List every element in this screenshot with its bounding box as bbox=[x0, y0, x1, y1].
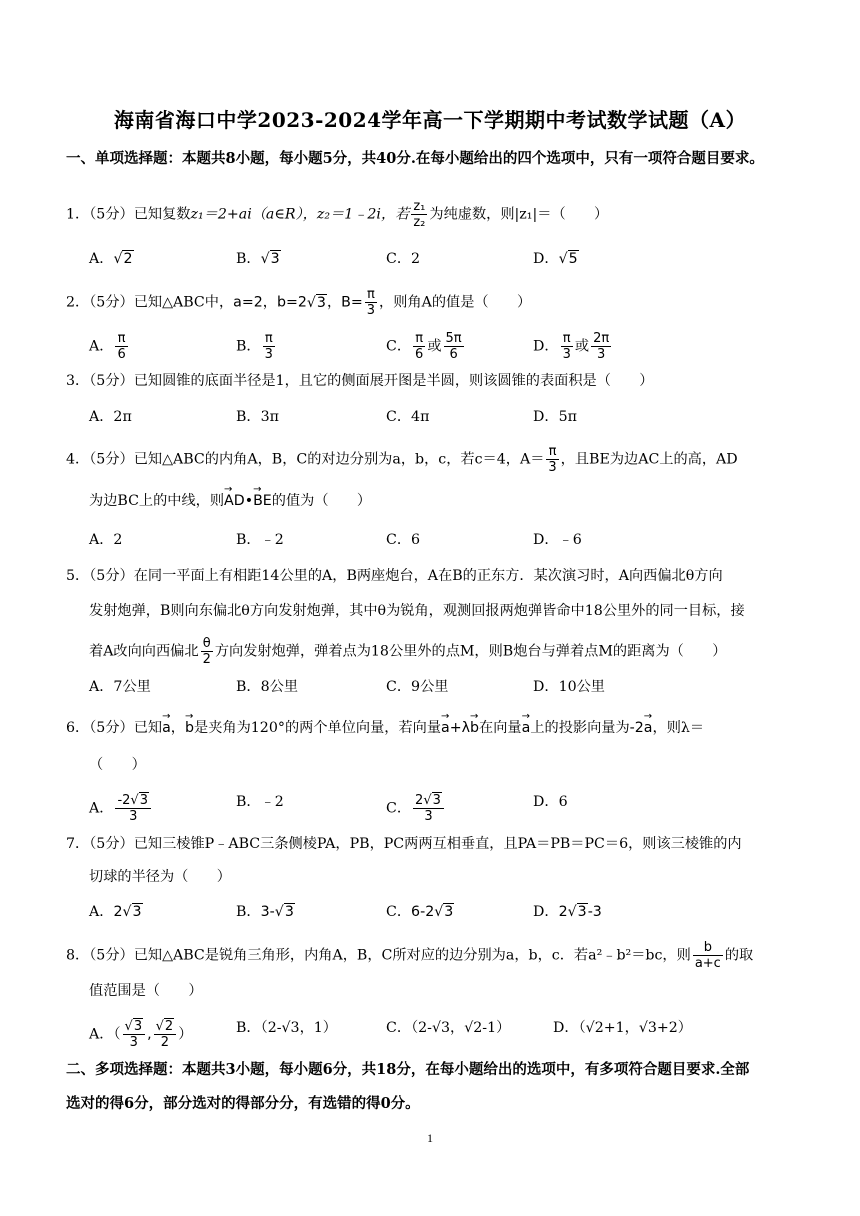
q4-option-b: B．﹣2 bbox=[236, 532, 284, 548]
question-7-line-1: 7．（5分）已知三棱锥P﹣ABC三条侧棱PA，PB，PC两两互相垂直，且PA＝PB＝PC＝6，则该三棱锥的内 bbox=[66, 836, 742, 852]
question-8: 8．（5分）已知△ABC是锐角三角形，内角A，B，C所对应的边分别为a，b，c．若a²﹣b²＝bc，则 $\frac{b}{a+c}$ 的取 bbox=[66, 940, 754, 971]
q7-option-b: B．3-√3 bbox=[236, 904, 294, 920]
q5-option-d: D．10公里 bbox=[533, 679, 605, 695]
q1-option-b: B．√3 bbox=[236, 251, 280, 267]
q2-option-a: A． $\frac{\pi}{6}$ bbox=[89, 331, 126, 362]
question-6: 6．（5分）已知→ a，→ b是夹角为120°的两个单位向量，若向量→ a+λ→ b在向量→ a上的投影向量为-2→ a，则λ＝ bbox=[66, 719, 704, 737]
q5-option-c: C．9公里 bbox=[386, 679, 449, 695]
question-5-line-1: 5．（5分）在同一平面上有相距14公里的A，B两座炮台，A在B的正东方．某次演习时，A向西偏北θ方向 bbox=[66, 568, 723, 584]
q6-option-d: D．6 bbox=[533, 794, 568, 810]
question-3: 3．（5分）已知圆锥的底面半径是1，且它的侧面展开图是半圆，则该圆锥的表面积是（ ） bbox=[66, 373, 654, 389]
q2-option-b: B． $\frac{\pi}{3}$ bbox=[236, 331, 273, 362]
question-5-line-2: 发射炮弹，B则向东偏北θ方向发射炮弹，其中θ为锐角，观测回报两炮弹皆命中18公里外的同一目标，接 bbox=[89, 603, 745, 619]
q3-option-c: C．4π bbox=[386, 409, 430, 425]
q4-option-a: A．2 bbox=[89, 532, 123, 548]
q2-option-c: C． $\frac{\pi}{6}$ 或 $\frac{5\pi}{6}$ bbox=[386, 331, 462, 362]
q4-option-d: D．﹣6 bbox=[533, 532, 582, 548]
q5-option-a: A．7公里 bbox=[89, 679, 151, 695]
q2-option-d: D． $\frac{\pi}{3}$ 或 $\frac{2\pi}{3}$ bbox=[533, 331, 610, 362]
q8-option-a: A．（ $\frac{√3}{3}$ , $\frac{√2}{2}$ ） bbox=[89, 1019, 193, 1050]
q6-option-c: C． $\frac{2√3}{3}$ bbox=[386, 793, 446, 824]
q8-option-c: C．（2-√3，√2-1） bbox=[386, 1020, 511, 1036]
section-2-heading-line-1: 二、多项选择题：本题共3小题，每小题6分，共18分，在每小题给出的选项中，有多项符合题目要求.全部 bbox=[66, 1061, 750, 1078]
q3-option-d: D．5π bbox=[533, 409, 577, 425]
q4-option-c: C．6 bbox=[386, 532, 421, 548]
q8-option-b: B．（2-√3，1） bbox=[236, 1020, 337, 1036]
q5-option-b: B．8公里 bbox=[236, 679, 299, 695]
question-8-line-2: 值范围是（ ） bbox=[89, 983, 203, 999]
q6-option-b: B．﹣2 bbox=[236, 794, 284, 810]
question-4: 4．（5分）已知△ABC的内角A，B，C的对边分别为a，b，c，若c＝4，A＝ $\frac{\pi}{3}$ ，且BE为边AC上的高，AD bbox=[66, 444, 738, 475]
q1-option-c: C．2 bbox=[386, 251, 421, 267]
q1-option-a: A．√2 bbox=[89, 251, 133, 267]
question-6-line-2: （ ） bbox=[89, 757, 146, 773]
q7-option-c: C．6-2√3 bbox=[386, 904, 454, 920]
question-7-line-2: 切球的半径为（ ） bbox=[89, 869, 231, 885]
question-4-line-2: 为边BC上的中线，则→ AD•→ BE的值为（ ） bbox=[89, 492, 371, 510]
q3-option-b: B．3π bbox=[236, 409, 279, 425]
question-2: 2．（5分）已知△ABC中，a=2，b=2√3，B= $\frac{\pi}{3}$ ，则角A的值是（ ） bbox=[66, 287, 532, 318]
section-1-heading: 一、单项选择题：本题共8小题，每小题5分，共40分.在每小题给出的四个选项中，只有一项符合题目要求。 bbox=[66, 150, 764, 167]
page-number: 1 bbox=[427, 1131, 433, 1145]
question-1: 1．（5分）已知复数z₁＝2+ai（a∈R），z₂＝1﹣2i，若 $\frac{\text{z₁}}{\text{z₂}}$ 为纯虚数，则|z₁|＝（ ） bbox=[66, 199, 609, 230]
q1-option-d: D．√5 bbox=[533, 251, 578, 267]
q7-option-a: A．2√3 bbox=[89, 904, 142, 920]
q6-option-a: A． $\frac{-2√3}{3}$ bbox=[89, 793, 153, 824]
q3-option-a: A．2π bbox=[89, 409, 132, 425]
section-2-heading-line-2: 选对的得6分，部分选对的得部分分，有选错的得0分。 bbox=[66, 1095, 420, 1112]
question-5-line-3: 着A改向向西偏北 $\frac{\theta}{2}$ 方向发射炮弹，弹着点为18公里外的点M，则B炮台与弹着点M的距离为（ ） bbox=[89, 636, 727, 667]
q7-option-d: D．2√3-3 bbox=[533, 904, 602, 920]
fraction: $\frac{\text{z₁}}{\text{z₂}}$ bbox=[413, 199, 426, 230]
page-title: 海南省海口中学2023-2024学年高一下学期期中考试数学试题（A） bbox=[113, 108, 747, 132]
q8-option-d: D．（√2+1，√3+2） bbox=[553, 1020, 692, 1036]
